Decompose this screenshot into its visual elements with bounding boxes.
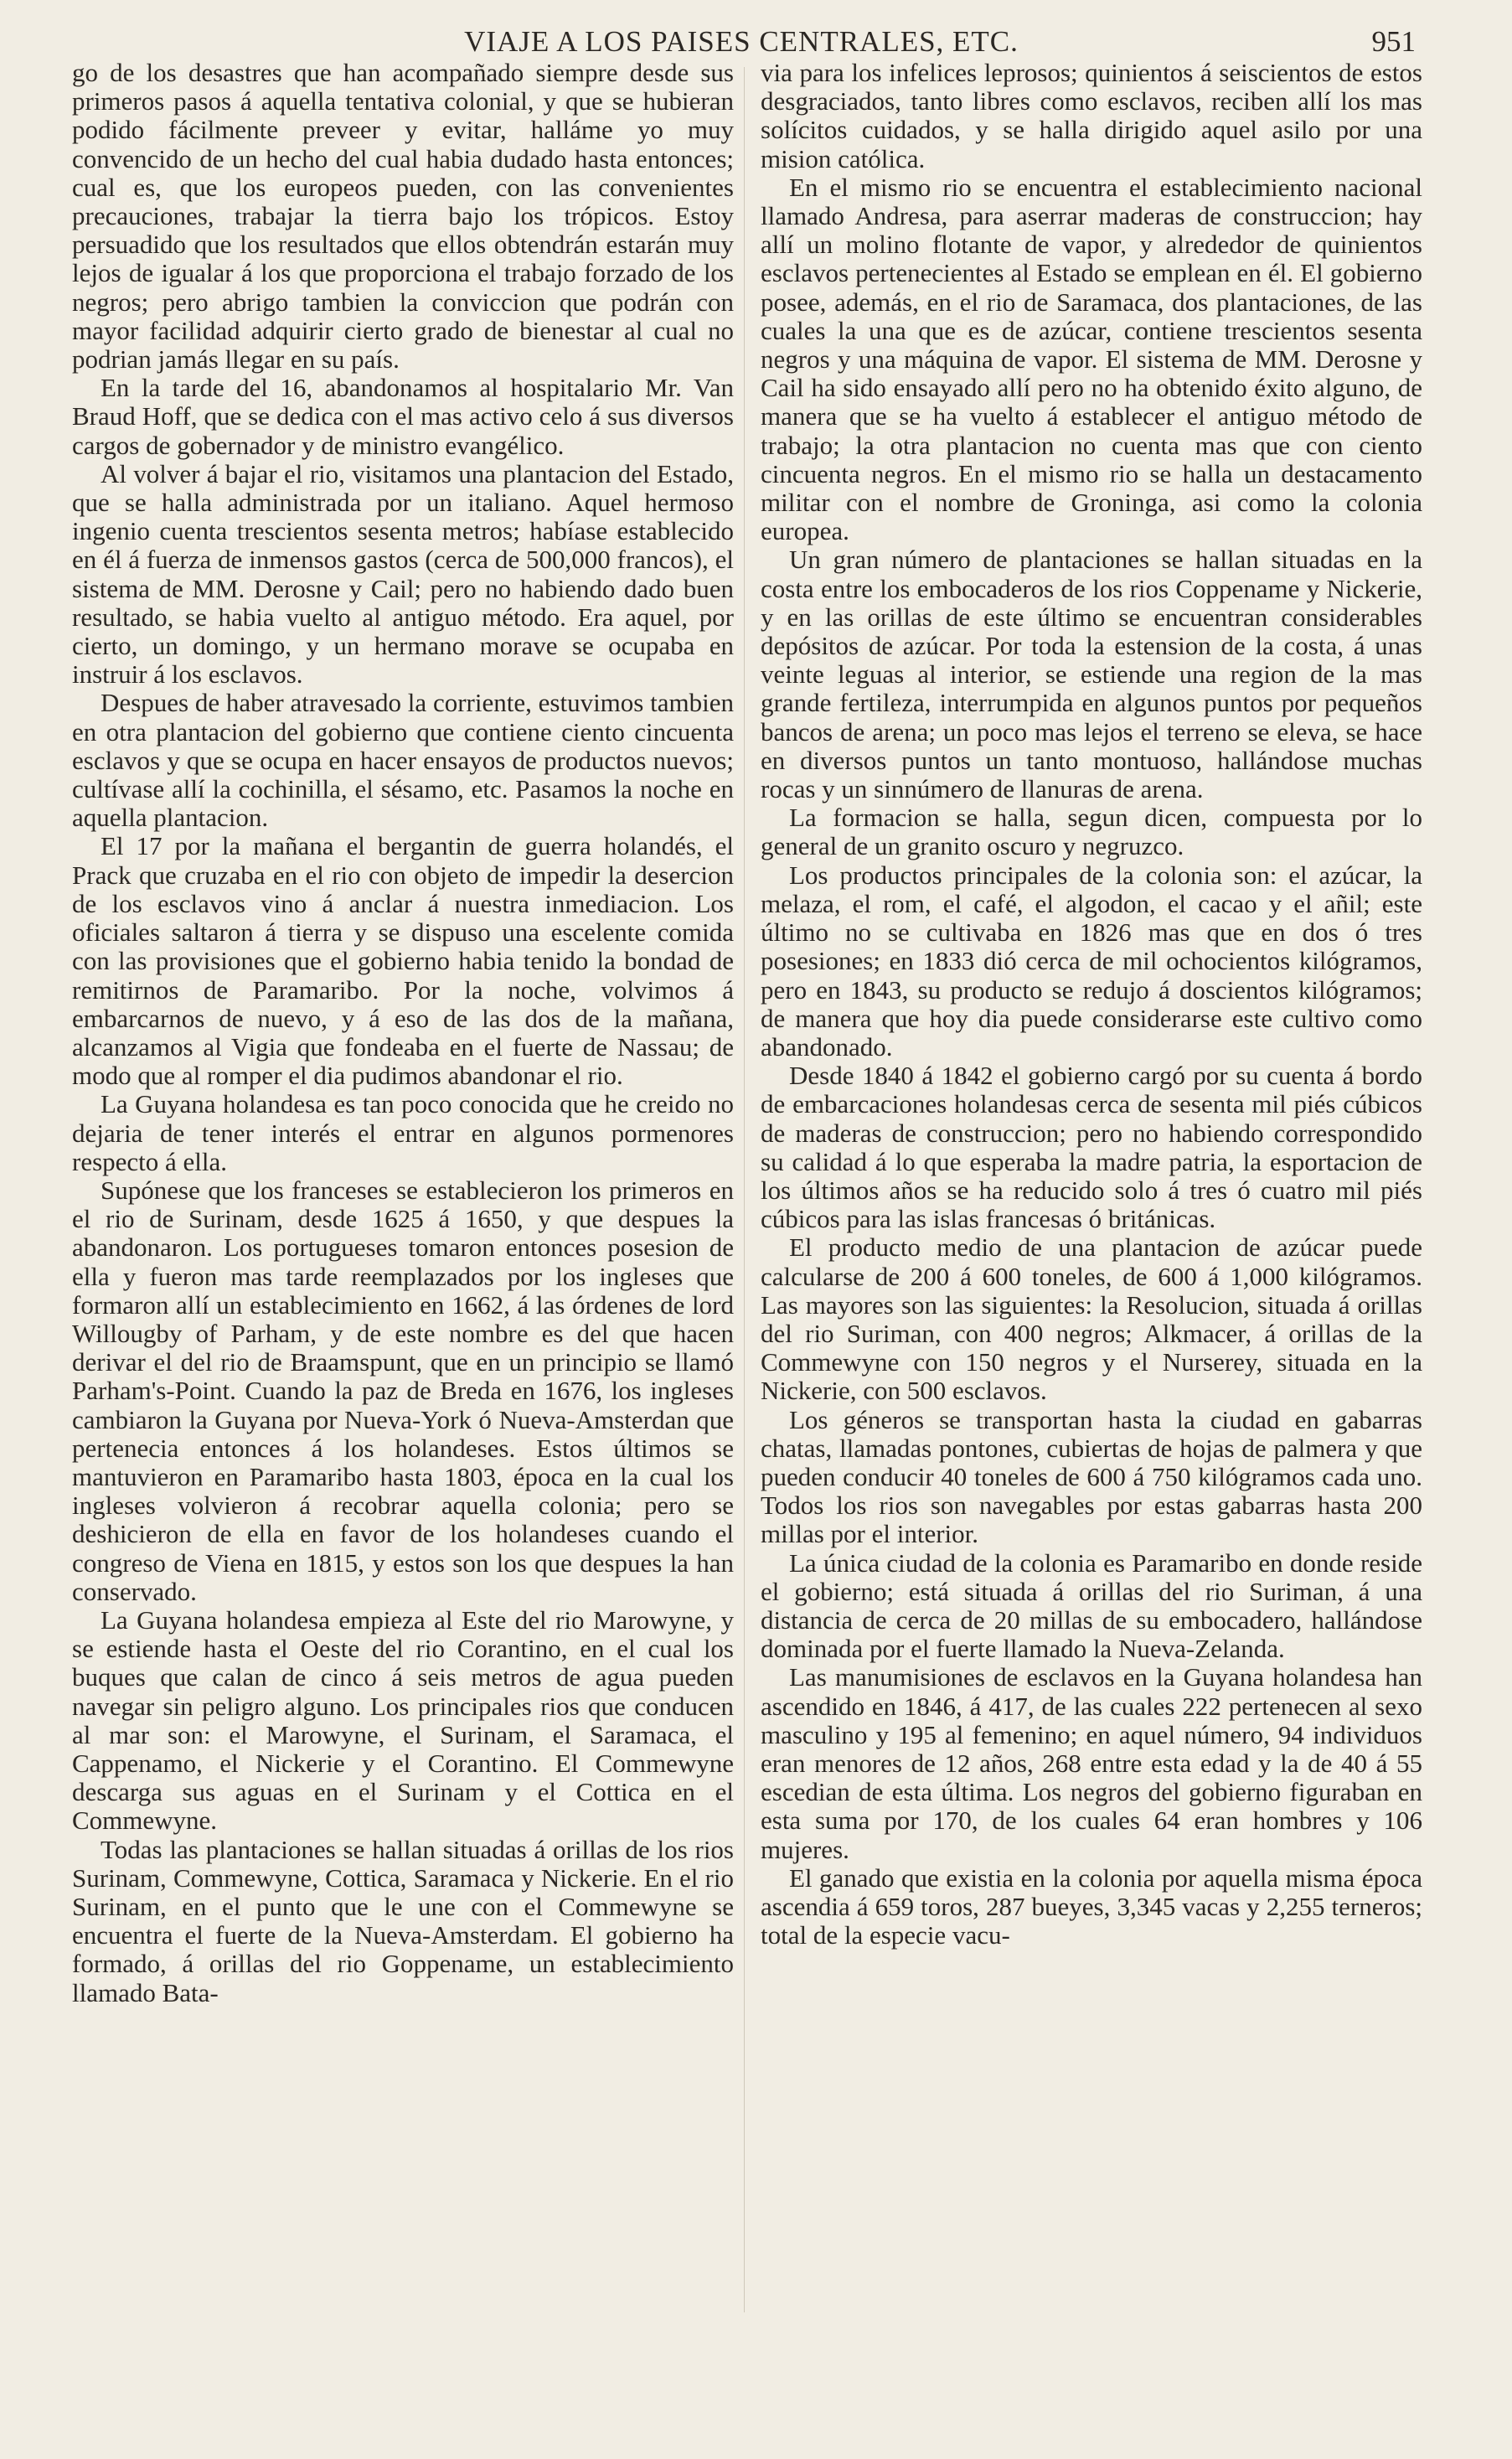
paragraph: Todas las plantaciones se hallan situadas á orillas de los rios Surinam, Commewyne, Cottica, Saramaca y Nickerie. En el rio Surinam, en el punto que le une con el Commewyne se encuentra el fuerte de la Nueva-Amsterdam. El gobierno ha formado, á orillas del rio Goppename, un establecimiento llamado Bata- [72, 1834, 734, 2007]
paragraph: La Guyana holandesa es tan poco conocida que he creido no dejaria de tener interés el entrar en algunos pormenores respecto á ella. [72, 1089, 734, 1176]
paragraph: En la tarde del 16, abandonamos al hospitalario Mr. Van Braud Hoff, que se dedica con el mas activo celo á sus diversos cargos de gobernador y de ministro evangélico. [72, 373, 734, 460]
paragraph: El 17 por la mañana el bergantin de guerra holandés, el Prack que cruzaba en el rio con objeto de impedir la desercion de los esclavos vino á anclar á nuestra inmediacion. Los oficiales saltaron á tierra y se dispuso una escelente comida con las provisiones que el gobierno habia tenido la bondad de remitirnos de Paramaribo. Por la noche, volvimos á embarcarnos de nuevo, y á eso de las dos de la mañana, alcanzamos al Vigia que fondeaba en el fuerte de Nassau; de modo que al romper el dia pudimos abandonar el rio. [72, 831, 734, 1091]
column-divider [744, 67, 745, 2312]
paragraph: Despues de haber atravesado la corriente, estuvimos tambien en otra plantacion del gobierno que contiene ciento cincuenta esclavos y que se ocupa en hacer ensayos de productos nuevos; cultívase allí la cochinilla, el sésamo, etc. Pasamos la noche en aquella plantacion. [72, 688, 734, 833]
paragraph: La única ciudad de la colonia es Paramaribo en donde reside el gobierno; está situada á orillas del rio Suriman, á una distancia de cerca de 20 millas de su embocadero, hallándose dominada por el fuerte llamado la Nueva-Zelanda. [761, 1547, 1422, 1664]
paragraph: El producto medio de una plantacion de azúcar puede calcularse de 200 á 600 toneles, de 600 á 1,000 kilógramos. Las mayores son las siguientes: la Resolucion, situada á orillas del rio Suriman, con 400 negros; Alkmacer, á orillas de la Commewyne con 150 negros y el Nurserey, situada en la Nickerie, con 500 esclavos. [761, 1232, 1422, 1406]
paragraph: Un gran número de plantaciones se hallan situadas en la costa entre los embocaderos de los rios Coppename y Nickerie, y en las orillas de este último se encuentran considerables depósitos de azúcar. Por toda la estension de la costa, á unas veinte leguas al interior, se estiende una region de la mas grande fertileza, interrumpida en algunos puntos por pequeños bancos de arena; un poco mas lejos el terreno se eleva, se hace en diversos puntos un tanto montuoso, hallándose muchas rocas y un sinnúmero de llanuras de arena. [761, 545, 1422, 804]
paragraph: Al volver á bajar el rio, visitamos una plantacion del Estado, que se halla administrada por un italiano. Aquel hermoso ingenio cuenta trescientos sesenta metros; habíase establecido en él á fuerza de inmensos gastos (cerca de 500,000 francos), el sistema de MM. Derosne y Cail; pero no habiendo dado buen resultado, se habia vuelto al antiguo método. Era aquel, por cierto, un domingo, y un hermano morave se ocupaba en instruir á los esclavos. [72, 458, 734, 690]
paragraph: go de los desastres que han acompañado siempre desde sus primeros pasos á aquella tentativa colonial, y que se hubieran podido fácilmente preveer y evitar, halláme yo muy convencido de un hecho del cual habia dudado hasta entonces; cual es, que los europeos pueden, con las convenientes precauciones, trabajar la tierra bajo los trópicos. Estoy persuadido que los resultados que ellos obtendrán estarán muy lejos de igualar á los que proporciona el trabajo forzado de los negros; pero abrigo tambien la conviccion que podrán con mayor facilidad adquirir cierto grado de bienestar al cual no podrian jamás llegar en su país. [72, 58, 734, 375]
paragraph: El ganado que existia en la colonia por aquella misma época ascendia á 659 toros, 287 bueyes, 3,345 vacas y 2,255 terneros; total de la especie vacu- [761, 1862, 1422, 1950]
paragraph: La formacion se halla, segun dicen, compuesta por lo general de un granito oscuro y negruzco. [761, 803, 1422, 861]
paragraph: via para los infelices leprosos; quinientos á seiscientos de estos desgraciados, tanto libres como esclavos, reciben allí los mas solícitos cuidados, y se halla dirigido aquel asilo por una mision católica. [761, 58, 1422, 173]
right-column [761, 59, 1422, 1950]
running-header [67, 25, 1416, 62]
paragraph: La Guyana holandesa empieza al Este del rio Marowyne, y se estiende hasta el Oeste del rio Corantino, en el cual los buques que calan de cinco á seis metros de agua pueden navegar sin peligro alguno. Los principales rios que conducen al mar son: el Marowyne, el Surinam, el Saramaca, el Cappenamo, el Nickerie y el Corantino. El Commewyne descarga sus aguas en el Surinam y el Cottica en el Commewyne. [72, 1604, 734, 1836]
paragraph: Las manumisiones de esclavos en la Guyana holandesa han ascendido en 1846, á 417, de las cuales 222 pertenecen al sexo masculino y 195 al femenino; en aquel número, 94 individuos eran menores de 12 años, 268 entre esta edad y la de 40 á 55 escedian de esta última. Los negros del gobierno figuraban en esta suma por 170, de los cuales 64 eran hombres y 106 mujeres. [761, 1662, 1422, 1864]
paragraph: En el mismo rio se encuentra el establecimiento nacional llamado Andresa, para aserrar maderas de construccion; hay allí un molino flotante de vapor, y alrededor de quinientos esclavos pertenecientes al Estado se emplean en él. El gobierno posee, además, en el rio de Saramaca, dos plantaciones, de las cuales la una que es de azúcar, contiene trescientos sesenta negros y una máquina de vapor. El sistema de MM. Derosne y Cail ha sido ensayado allí pero no ha obtenido éxito alguno, de manera que se ha vuelto á establecer el antiguo método de trabajo; la otra plantacion no cuenta mas que con ciento cincuenta negros. En el mismo rio se halla un destacamento militar con el nombre de Groninga, asi como la colonia europea. [761, 172, 1422, 546]
paragraph: Desde 1840 á 1842 el gobierno cargó por su cuenta á bordo de embarcaciones holandesas cerca de sesenta mil piés cúbicos de maderas de construccion; pero no habiendo correspondido su calidad á lo que esperaba la madre patria, la esportacion de los últimos años se ha reducido solo á tres ó cuatro mil piés cúbicos para las islas francesas ó británicas. [761, 1061, 1422, 1234]
page-number: 951 [1371, 25, 1416, 58]
left-column [72, 59, 734, 2007]
paragraph: Los géneros se transportan hasta la ciudad en gabarras chatas, llamadas pontones, cubiertas de hojas de palmera y que pueden conducir 40 toneles de 600 á 750 kilógramos cada uno. Todos los rios son navegables por estas gabarras hasta 200 millas por el interior. [761, 1404, 1422, 1549]
paragraph: Supónese que los franceses se establecieron los primeros en el rio de Surinam, desde 1625 á 1650, y que despues la abandonaron. Los portugueses tomaron entonces posesion de ella y fueron mas tarde reemplazados por los ingleses que formaron allí un establecimiento en 1662, á las órdenes de lord Willougby of Parham, y de este nombre es del que hacen derivar el del rio de Braamspunt, que en un principio se llamó Parham's-Point. Cuando la paz de Breda en 1676, los ingleses cambiaron la Guyana por Nueva-York ó Nueva-Amsterdan que pertenecia entonces á los holandeses. Estos últimos se mantuvieron en Paramaribo hasta 1803, época en la cual los ingleses volvieron á recobrar aquella colonia; pero se deshicieron de ella en favor de los holandeses cuando el congreso de Viena en 1815, y estos son los que despues la han conservado. [72, 1175, 734, 1606]
page-header-title: VIAJE A LOS PAISES CENTRALES, ETC. [464, 25, 1019, 58]
paragraph: Los productos principales de la colonia son: el azúcar, la melaza, el rom, el café, el algodon, el cacao y el añil; este último no se cultivaba en 1826 mas que en dos ó tres posesiones; en 1833 dió cerca de mil ochocientos kilógramos, pero en 1843, su producto se redujo á doscientos kilógramos; de manera que hoy dia puede considerarse este cultivo como abandonado. [761, 860, 1422, 1062]
